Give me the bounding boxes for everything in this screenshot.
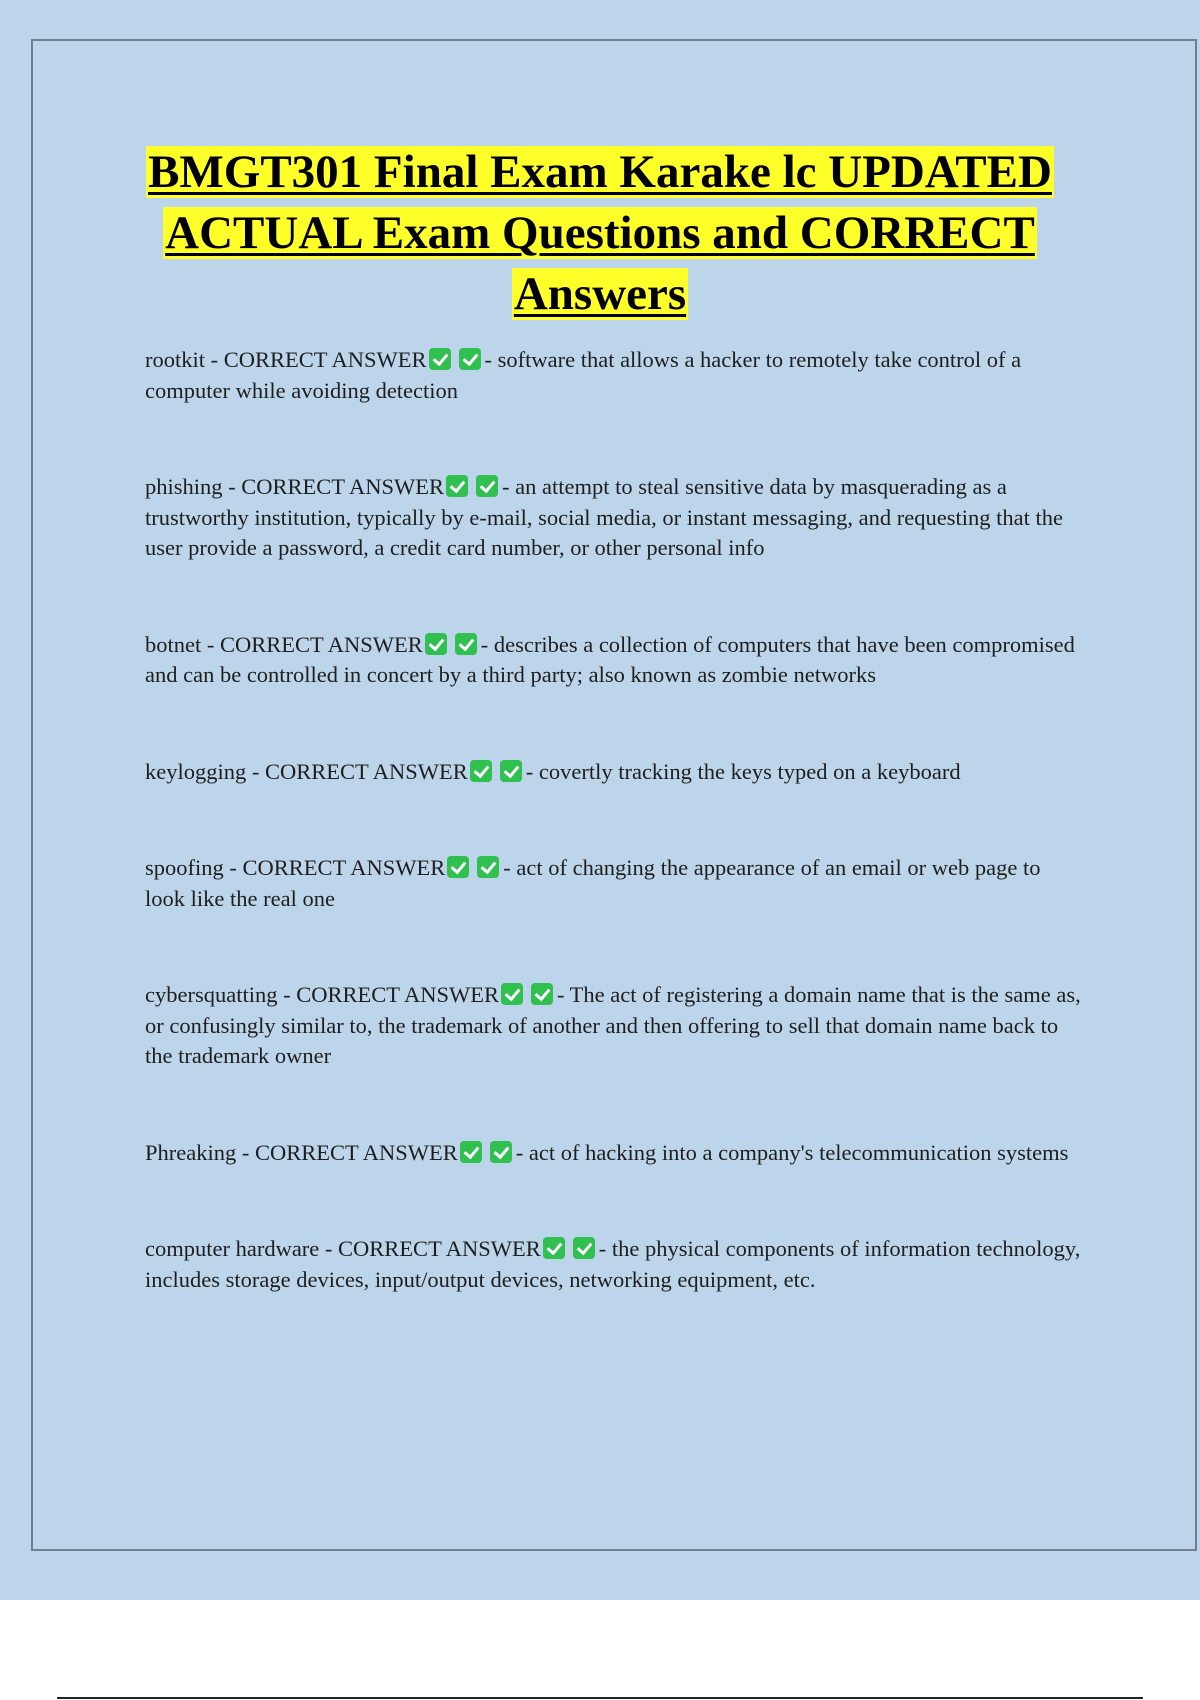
correct-answer-label: CORRECT ANSWER [265, 758, 468, 784]
check-mark-icon [500, 760, 522, 782]
title-line-2: ACTUAL Exam Questions and CORRECT [165, 207, 1035, 259]
correct-answer-label: CORRECT ANSWER [254, 1139, 458, 1165]
qa-item-keylogging: keylogging - CORRECT ANSWER - covertly tracking the keys typed on a keyboard [145, 758, 961, 784]
qa-definition: - an attempt to steal sensitive data by masquerading as a trustworthy institution, typically by e-mail, social media, or instant messaging, and requesting that the user provide a password, a credit card number, or other personal info [145, 474, 1063, 560]
correct-answer-label: CORRECT ANSWER [220, 631, 423, 657]
qa-definition: - describes a collection of computers that have been compromised and can be controlled in concert by a third party; also known as zombie networks [145, 631, 1075, 687]
footer-divider [57, 1697, 1143, 1699]
check-mark-icon [490, 1141, 512, 1163]
check-mark-icon [573, 1237, 595, 1259]
qa-term: Phreaking [145, 1139, 237, 1165]
title-line-1: BMGT301 Final Exam Karake lc UPDATED [148, 146, 1052, 198]
qa-definition: - The act of registering a domain name that is the same as, or confusingly similar to, the trademark of another and then offering to sell that domain name back to the trademark owner [145, 982, 1081, 1068]
correct-answer-label: CORRECT ANSWER [241, 474, 445, 499]
check-mark-icon [531, 983, 553, 1005]
check-mark-icon [459, 348, 481, 370]
qa-term: computer hardware [145, 1236, 320, 1261]
qa-item-botnet: botnet - CORRECT ANSWER - describes a collection of computers that have been compromised and can be controlled in concert by a third party; also known as zombie networks [145, 631, 1075, 687]
qa-term: keylogging [145, 758, 247, 784]
qa-term: rootkit [145, 347, 205, 372]
correct-answer-label: CORRECT ANSWER [242, 855, 446, 880]
check-mark-icon [501, 983, 523, 1005]
correct-answer-label: CORRECT ANSWER [223, 347, 427, 372]
qa-definition: - act of hacking into a company's telecommunication systems [515, 1139, 1069, 1165]
check-mark-icon [470, 760, 492, 782]
qa-item-phreaking: Phreaking - CORRECT ANSWER - act of hacking into a company's telecommunication systems [145, 1139, 1069, 1165]
qa-definition: - software that allows a hacker to remotely take control of a computer while avoiding detection [145, 347, 1022, 403]
qa-list [145, 345, 1085, 1295]
qa-item-computer-hardware: computer hardware - CORRECT ANSWER - the physical components of information technology, includes storage devices, input/output devices, networking equipment, etc. [145, 1236, 1081, 1292]
qa-term: phishing [145, 474, 223, 499]
qa-item-phishing: phishing - CORRECT ANSWER - an attempt to steal sensitive data by masquerading as a trustworthy institution, typically by e-mail, social media, or instant messaging, and requesting that the user provide a password, a credit card number, or other personal info [145, 474, 1063, 560]
qa-term: botnet [145, 631, 202, 657]
check-mark-icon [455, 633, 477, 655]
qa-term: spoofing [145, 855, 224, 880]
document-title [100, 142, 1100, 325]
check-mark-icon [476, 475, 498, 497]
check-mark-icon [425, 633, 447, 655]
check-mark-icon [429, 348, 451, 370]
check-mark-icon [543, 1237, 565, 1259]
check-mark-icon [460, 1141, 482, 1163]
qa-definition: - the physical components of information technology, includes storage devices, input/output devices, networking equipment, etc. [145, 1236, 1081, 1292]
qa-item-spoofing: spoofing - CORRECT ANSWER - act of changing the appearance of an email or web page to look like the real one [145, 855, 1041, 911]
check-mark-icon [477, 856, 499, 878]
check-mark-icon [447, 856, 469, 878]
qa-item-rootkit: rootkit - CORRECT ANSWER - software that allows a hacker to remotely take control of a computer while avoiding detection [145, 347, 1022, 403]
check-mark-icon [446, 475, 468, 497]
correct-answer-label: CORRECT ANSWER [338, 1236, 541, 1261]
qa-definition: - act of changing the appearance of an email or web page to look like the real one [145, 855, 1041, 911]
correct-answer-label: CORRECT ANSWER [296, 982, 499, 1007]
title-line-3: Answers [513, 268, 687, 320]
qa-item-cybersquatting: cybersquatting - CORRECT ANSWER - The act of registering a domain name that is the same as, or confusingly similar to, the trademark of another and then offering to sell that domain name back to the trademark owner [145, 982, 1081, 1068]
qa-term: cybersquatting [145, 982, 278, 1007]
qa-definition: - covertly tracking the keys typed on a keyboard [525, 758, 961, 784]
